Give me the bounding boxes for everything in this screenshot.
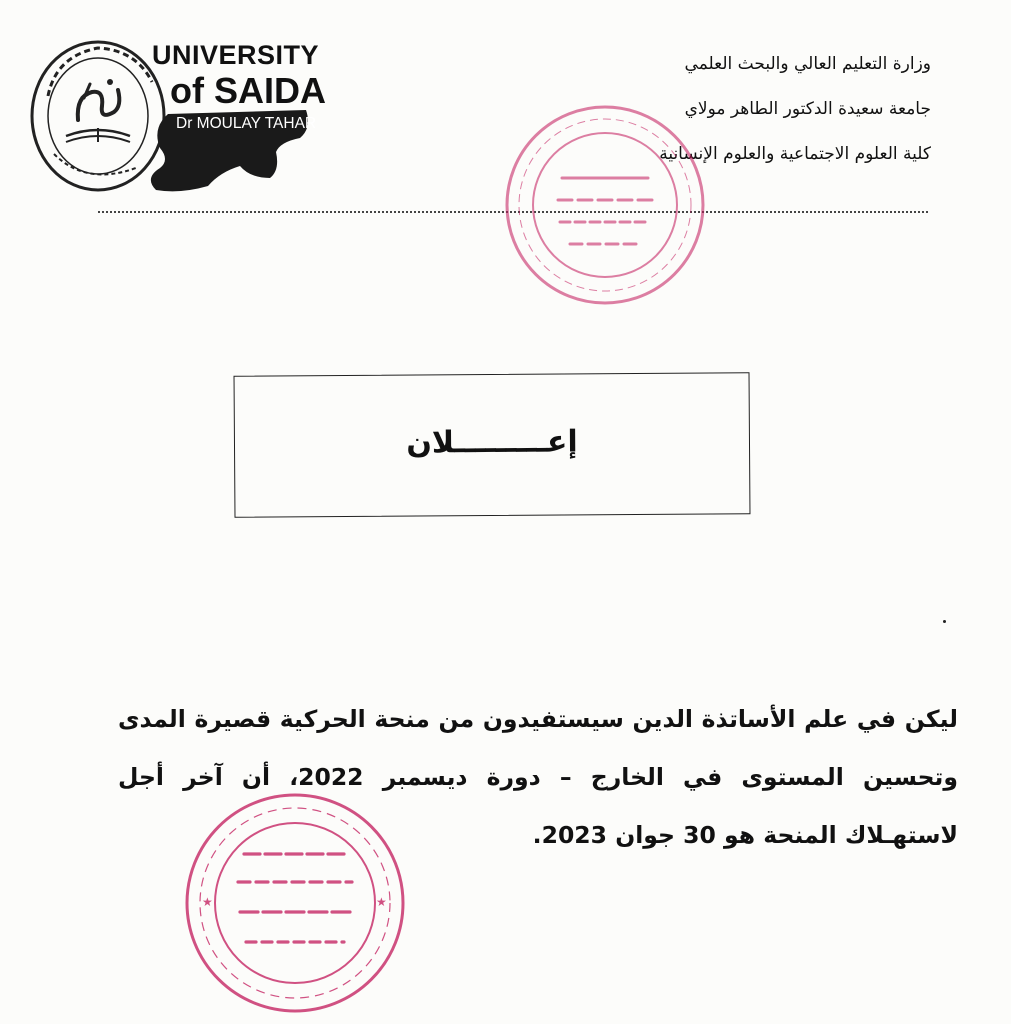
university-wordmark <box>130 36 326 194</box>
faculty-name: كلية العلوم الاجتماعية والعلوم الإنسانية <box>659 144 931 164</box>
header-divider <box>98 211 928 213</box>
institution-header <box>501 54 931 189</box>
university-logo <box>26 36 326 194</box>
announcement-title-box <box>234 372 751 518</box>
logo-of-saida-label: of SAIDA <box>170 70 326 111</box>
stray-dot <box>943 620 946 623</box>
announcement-body: ليكن في علم الأساتذة الدين سيستفيدون من منحة الحركية قصيرة المدى وتحسين المستوى في الخارج – دورة ديسمبر 2022، أن آخر أجل لاستهـلاك المنحة هو 30 جوان 2023. <box>118 705 958 849</box>
ministry-name: وزارة التعليم العالي والبحث العلمي <box>684 54 931 74</box>
svg-text:★: ★ <box>202 895 213 909</box>
logo-university-label: UNIVERSITY <box>152 40 320 70</box>
university-name: جامعة سعيدة الدكتور الطاهر مولاي <box>684 99 931 119</box>
logo-dr-label: Dr MOULAY TAHAR <box>176 115 317 132</box>
announcement-title: إعـــــــــلان <box>406 424 578 461</box>
svg-text:★: ★ <box>376 895 387 909</box>
